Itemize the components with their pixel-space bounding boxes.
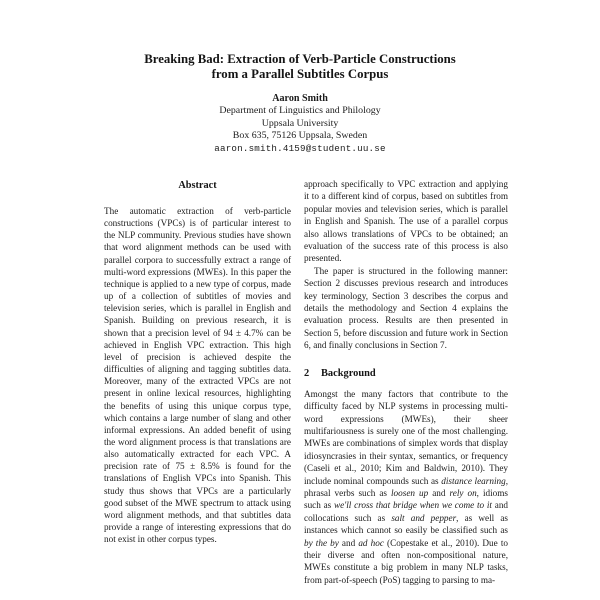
author-block: [0, 93, 600, 155]
right-column: [304, 178, 508, 586]
title-line-1: Breaking Bad: Extraction of Verb-Particle Constructions: [144, 52, 456, 66]
section-number: 2: [304, 367, 310, 379]
section-heading-background: [304, 368, 508, 379]
paper-header: [0, 52, 600, 155]
background-paragraph: Amongst the many factors that contribute to the difficulty faced by NLP systems in processing multi-word expressions (MWEs), their sheer multifariousness is surely one of the most challenging. MWEs are combinations of simplex words that display idiosyncrasies in their syntax, semantics, or frequency (Caseli et al., 2010; Kim and Baldwin, 2010). They include nominal compounds such as distance learning, phrasal verbs such as loosen up and rely on, idioms such as we'll cross that bridge when we come to it and collocations such as salt and pepper, as well as instances which cannot so easily be classified such as by the by and ad hoc (Copestake et al., 2010). Due to their diverse and often non-compositional nature, MWEs constitute a big problem in many NLP tasks, from part-of-speech (PoS) tagging to parsing to ma-: [304, 388, 509, 585]
left-column: [100, 178, 295, 586]
author-university: Uppsala University: [261, 117, 339, 129]
author-address: Box 635, 75126 Uppsala, Sweden: [232, 129, 368, 141]
paper-title: [0, 52, 600, 82]
author-department: Department of Linguistics and Philology: [219, 105, 381, 117]
intro-paragraph-1: approach specifically to VPC extraction and applying it to a different kind of corpus, based on subtitles from popular movies and television series, which is parallel in English and Spanish. The use of a parallel corpus also allows translations of VPCs to be obtained; an evaluation of the success rate of this process is also presented.: [304, 179, 508, 264]
author-email: aaron.smith.4159@student.uu.se: [214, 143, 386, 155]
abstract-heading: Abstract: [178, 180, 217, 191]
intro-paragraph-2: The paper is structured in the following manner: Section 2 discusses previous research and introduces key terminology, Section 3 describes the corpus and details the methodology and Section 4 explains the evaluation process. Results are then presented in Section 5, before discussion and future work in Section 6, and finally conclusions in Section 7.: [304, 265, 508, 351]
two-column-body: [100, 178, 508, 586]
title-line-2: from a Parallel Subtitles Corpus: [211, 67, 389, 81]
abstract-section: [100, 180, 295, 545]
author-name: Aaron Smith: [272, 93, 328, 104]
abstract-body: The automatic extraction of verb-particle constructions (VPCs) is of particular interest to the NLP community. Previous studies have shown that word alignment methods can be used with parallel corpora to successfully extract a range of multi-word expressions (MWEs). In this paper the technique is applied to a new type of corpus, made up of a collection of subtitles of movies and television series, which is parallel in English and Spanish. Building on previous research, it is shown that a precision level of 94 ± 4.7% can be achieved in English VPC extraction. This high level of precision is achieved despite the difficulties of aligning and tagging subtitles data. Moreover, many of the extracted VPCs are not present in online lexical resources, highlighting the benefits of using this unique corpus type, which contains a large number of slang and other informal expressions. An added benefit of using the word alignment process is that translations are also automatically extracted for each VPC. A precision rate of 75 ± 8.5% is found for the translations of English VPCs into Spanish. This study thus shows that VPCs are a particularly good subset of the MWE spectrum to attack using word alignment methods, and that subtitles data provide a range of interesting expressions that do not exist in other corpus types.: [104, 206, 291, 545]
section-title: Background: [321, 367, 376, 379]
